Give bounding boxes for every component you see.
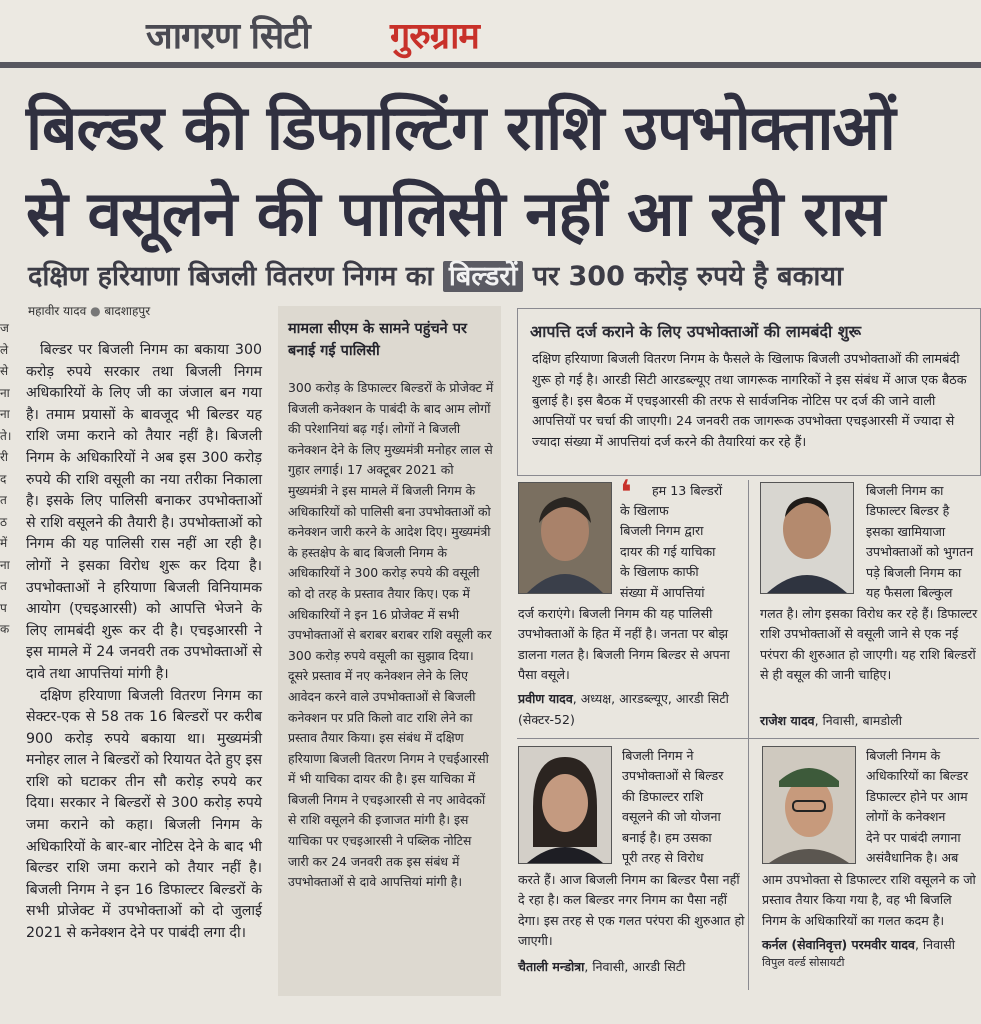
edge-fragment: त [0, 579, 7, 593]
quote-side-text [652, 481, 744, 501]
quote-person-role: , अध्यक्ष, आरडब्ल्यूए, आरडी सिटी [572, 691, 729, 706]
quote-line: डिफाल्टर बिल्डर है [866, 503, 950, 519]
quote-person-role: , निवासी, बामडोली [814, 713, 902, 728]
headline-line-2: से वसूलने की पालिसी नहीं आ रही रास [26, 177, 885, 250]
person-silhouette-icon [519, 483, 611, 593]
quote-mark-icon: ❛ [620, 473, 632, 513]
masthead-rule [0, 62, 981, 68]
quote-line: की डिफाल्टर राशि [622, 788, 704, 804]
quote-grid-divider [748, 480, 749, 990]
edge-fragment: ना [0, 557, 10, 572]
quote-line: पूरी तरह से विरोध [622, 850, 704, 866]
headline-line-1: बिल्डर की डिफाल्टिंग राशि उपभोक्ताओं [26, 91, 895, 164]
right-story-body: दक्षिण हरियाणा बिजली वितरण निगम के फैसले के खिलाफ बिजली उपभोक्ताओं की लामबंदी शुरू हो गई है। आरडी सिटी आरडब्ल्यूए तथा जागरूक नागरिकों ने इस संबंध में आज एक बैठक बुलाई है। इस बैठक में एचइआरसी की तरफ से सार्वजनिक नोटिस पर दर्ज की जाने वाली आपत्तियों पर चर्चा की जाएगी। 24 जनवरी तक जागरूक उपभोक्ता एचइआरसी में ज्यादा से ज्यादा संख्या में आपत्तियां दर्ज करने की तैयारियां कर रहे हैं। [532, 352, 967, 451]
quote-line: बिजली निगम के [866, 748, 941, 763]
edge-fragment: में [0, 536, 8, 550]
quote-person-role-2: (सेक्टर-52) [518, 712, 575, 727]
quote-line: यह फैसला बिल्कुल [866, 585, 953, 601]
masthead-brand: जागरण सिटी [146, 16, 310, 57]
quote-side-text [866, 746, 979, 868]
quote-line: लोगों के कनेक्शन [866, 809, 946, 825]
main-story [26, 340, 262, 945]
quote-person-name: प्रवीण यादव [518, 691, 573, 706]
edge-fragment: ले [0, 342, 9, 357]
quote-line: संख्या में आपत्तियां [620, 584, 705, 600]
quote-full-text: दर्ज कराएंगे। बिजली निगम की यह पालिसी उपभोक्ताओं के हित में नहीं है। जनता पर बोझ डालना गलत है। बिजली निगम बिल्डर से अपना पैसा वसूले। [518, 606, 730, 683]
byline-place: बादशाहपुर [104, 304, 151, 318]
edge-fragment: ठ [0, 514, 7, 529]
quote-person-role-2: विपुल वर्ल्ड सोसायटी [762, 956, 845, 969]
edge-fragment: ते। [0, 428, 12, 443]
quote-line: देने पर पाबंदी लगाना [866, 829, 961, 845]
quote-person-name: चैताली मन्डोत्रा [518, 959, 585, 974]
right-story-title: आपत्ति दर्ज कराने के लिए उपभोक्ताओं की लामबंदी शुरू [530, 322, 862, 341]
subheadline-before: दक्षिण हरियाणा बिजली वितरण निगम का [28, 261, 434, 292]
quote-side-text [866, 481, 979, 603]
edge-fragment: प [0, 600, 7, 615]
edge-fragment: क [0, 622, 10, 636]
sidebar-body [288, 378, 494, 893]
quote-line: असंवैधानिक है। अब [866, 850, 959, 866]
main-story-paragraph: दक्षिण हरियाणा बिजली वितरण निगम का सेक्टर-एक से 58 तक 16 बिल्डरों पर करीब 900 करोड़ रुपये बकाया था। मुख्यमंत्री मनोहर लाल ने बिल्डरों को रियायत देते हुए इस राशि को घटाकर तीन सौ करोड़ रुपये कर दिया। सरकार ने बिल्डरों से 300 करोड़ रुपये जमा कराने को कहा। बिजली निगम के अधिकारियों के बार-बार नोटिस देने के बाद भी बिल्डर राशि जमा कराने को तैयार नहीं है। बिजली निगम ने इन 16 डिफाल्टर बिल्डरों के सभी प्रोजेक्ट में उपभोक्ताओं को दो जुलाई 2021 से कनेक्शन देने पर पाबंदी लगा दी। [26, 687, 262, 942]
avatar-photo [518, 482, 612, 594]
quote-line: बिजली निगम का [866, 483, 944, 498]
edge-fragment: ना [0, 385, 10, 400]
edge-fragment: री [0, 450, 9, 464]
quote-full-text: करते हैं। आज बिजली निगम का बिल्डर पैसा नहीं दे रहा है। कल बिल्डर नगर निगम का पैसा नहीं देगा। इस तरह से एक गलत परंपरा की शुरुआत हो जाएगी। [518, 872, 745, 949]
person-silhouette-icon [763, 747, 855, 863]
avatar-photo [518, 746, 612, 864]
quote-line: हम 13 बिल्डरों [652, 483, 723, 498]
quote-line: पड़े बिजली निगम का [866, 564, 962, 580]
quote-person-name: कर्नल (सेवानिवृत्त) परमवीर यादव [762, 937, 915, 952]
person-silhouette-icon [519, 747, 611, 863]
quote-full-text: गलत है। लोग इसका विरोध कर रहे हैं। डिफाल्टर राशि उपभोक्ताओं से वसूली जाने से एक नई परंपरा की शुरुआत हो जाएगी। यह राशि बिल्डरों से ही वसूल की जानी चाहिए। [760, 606, 978, 683]
main-story-paragraph: बिल्डर पर बिजली निगम का बकाया 300 करोड़ रुपये सरकार तथा बिजली निगम अधिकारियों के लिए जी का जंजाल बन गया है। तमाम प्रयासों के बावजूद भी बिल्डर यह राशि जमा कराने को तैयार नहीं है। बिजली निगम के अधिकारियों ने अब इस 300 करोड़ रुपये की राशि वसूली का नया तरीका निकाला है। इसके लिए पालिसी बनाकर उपभोक्ताओं से राशि वसूलने की तैयारी है। उपभोक्ताओं को निगम की यह पालिसी रास नहीं आ रही है। लोगों ने इसका विरोध शुरू कर दिया है। उपभोक्ताओं ने हरियाणा बिजली विनियामक आयोग (एचइआरसी) को आपत्ति भेजने के लिए लामबंदी शुरू कर दी है। एचइआरसी ने इस मामले में 24 जनवरी तक उपभोक्ताओं से दावे तथा आपत्तियां मांगी है। [26, 342, 262, 682]
quote-line: वसूलने की जो योजना [622, 809, 721, 825]
byline [28, 302, 150, 319]
quote-line: दायर की गई याचिका [620, 543, 716, 559]
quote-attribution [760, 712, 978, 729]
avatar-photo [762, 746, 856, 864]
byline-dot-icon: ● [90, 304, 101, 318]
quote-line: उपभोक्ताओं से बिल्डर [622, 768, 724, 784]
edge-fragment: ना [0, 407, 10, 421]
quote-person-role: , निवासी, आरडी सिटी [584, 959, 686, 974]
quote-line: बिजली निगम ने [622, 748, 694, 763]
quote-full-text: आम उपभोक्ता से डिफाल्टर राशि वसूलने क जो प्रस्ताव तैयार किया गया है, वह भी बिजलि निगम के अधिकारियों का गलत कदम है। [762, 872, 976, 928]
edge-fragment: द [0, 471, 7, 486]
sidebar-paragraph: 300 करोड़ के डिफाल्टर बिल्डरों के प्रोजेक्ट में बिजली कनेक्शन के पाबंदी के बाद आम लोगों की परेशानियां बढ़ गई। लोगों ने बिजली कनेक्शन देने के लिए मुख्यमंत्री मनोहर लाल से गुहार लगाई। 17 अक्टूबर 2021 को मुख्यमंत्री ने इस मामले में बिजली निगम के अधिकारियों को पालिसी बना उपभोक्ताओं को कनेक्शन जारी करने के आदेश दिए। मुख्यमंत्री के हस्तक्षेप के बाद बिजली निगम के अधिकारियों ने 300 करोड़ रुपये की वसूली को दो तरह के प्रस्ताव तैयार किए। एक में अधिकारियों ने इन 16 प्रोजेक्ट में सभी उपभोक्ताओं से बराबर बराबर राशि वसूली कर 300 करोड़ रुपये वसूली का सुझाव दिया। दूसरे प्रस्ताव में नए कनेक्शन लेने के लिए आवेदन करने वाले उपभोक्ताओं से बिजली कनेक्शन पर प्रति किलो वाट राशि लेने का प्रस्ताव तैयार किया। इस संबंध में दक्षिण हरियाणा बिजली वितरण निगम ने एचईआरसी में भी याचिका दायर की है। इस याचिका में बिजली निगम ने एचइआरसी से नए आवेदकों से राशि वसूलने की इजाजत मांगी है। इस याचिका पर एचइआरसी ने पब्लिक नोटिस जारी कर 24 जनवरी तक इस संबंध में उपभोक्ताओं से दावे आपत्तियां मांगी है। [288, 380, 494, 890]
quote-person-name: राजेश यादव [760, 713, 815, 728]
subheadline-after: पर 300 करोड़ रुपये है बकाया [532, 261, 843, 292]
person-silhouette-icon [761, 483, 853, 593]
edge-fragment: त [0, 493, 7, 507]
sidebar-title: मामला सीएम के सामने पहुंचने पर बनाई गई पालिसी [288, 321, 467, 359]
quote-line: बनाई है। हम उसका [622, 829, 712, 845]
quote-person-role: , निवासी [914, 937, 955, 952]
quote-attribution [518, 690, 744, 728]
quote-line: के खिलाफ [620, 503, 669, 518]
quote-line: के खिलाफ काफी [620, 564, 699, 580]
quote-line: बिजली निगम द्वारा [620, 523, 704, 539]
avatar-photo [760, 482, 854, 594]
quote-line: उपभोक्ताओं को भुगतन [866, 544, 974, 560]
quote-attribution [762, 936, 978, 972]
quote-grid-divider [517, 738, 979, 739]
quote-line: इसका खामियाजा [866, 523, 946, 539]
quote-side-text [622, 746, 746, 868]
quote-side-text [620, 501, 745, 603]
quote-line: अधिकारियों का बिल्डर [866, 768, 969, 784]
adjacent-column-fragment [0, 318, 14, 978]
edge-fragment: ज [0, 321, 9, 335]
byline-author: महावीर यादव [28, 304, 87, 318]
subheadline-highlight: बिल्डरों [443, 261, 523, 292]
subheadline [28, 256, 843, 293]
quote-line: डिफाल्टर होने पर आम [866, 788, 968, 804]
masthead-city: गुरुग्राम [390, 16, 479, 57]
quote-attribution [518, 958, 746, 975]
edge-fragment: से [0, 364, 9, 378]
